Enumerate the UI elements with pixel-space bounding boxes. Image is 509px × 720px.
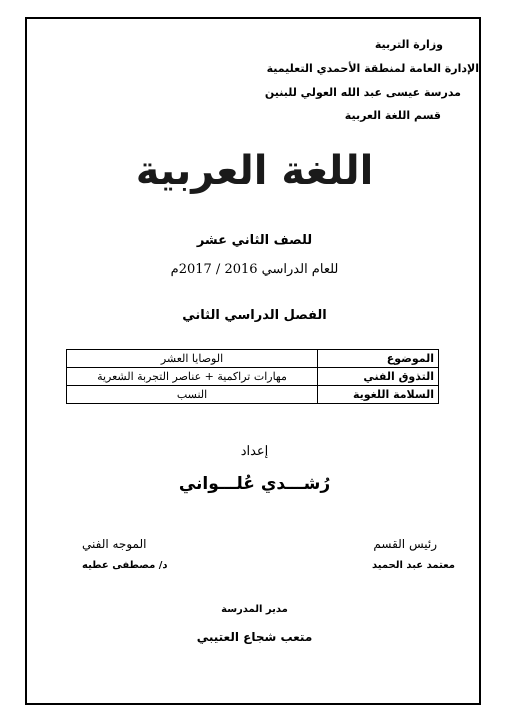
- dept-head-name: معتمد عبد الحميد: [371, 560, 455, 571]
- table-value: الوصايا العشر: [67, 350, 318, 368]
- table-key: السلامة اللغوية: [318, 386, 439, 404]
- principal-label: مدير المدرسة: [221, 604, 288, 615]
- academic-year: للعام الدراسي 2016 / 2017م: [170, 262, 339, 277]
- supervisor-label: الموجه الفني: [82, 537, 147, 551]
- ministry-name: وزارة التربية: [374, 38, 443, 51]
- table-key: التذوق الفني: [318, 368, 439, 386]
- table-row: [67, 386, 439, 404]
- topics-table: [66, 349, 439, 404]
- table-row: [67, 368, 439, 386]
- page-title: اللغة العربية: [135, 148, 374, 194]
- table-row: [67, 350, 439, 368]
- semester-label: الفصل الدراسي الثاني: [182, 308, 327, 323]
- table-value: مهارات تراكمية + عناصر التجربة الشعرية: [67, 368, 318, 386]
- author-name: رُشـــدي عُلـــواني: [178, 474, 331, 494]
- table-value: النسب: [67, 386, 318, 404]
- dept-head-label: رئيس القسم: [373, 537, 437, 551]
- directorate-name: الإدارة العامة لمنطقة الأحمدي التعليمية: [266, 62, 479, 75]
- department-name: قسم اللغة العربية: [344, 109, 441, 122]
- principal-name: متعب شجاع العتيبي: [196, 630, 313, 644]
- grade-label: للصف الثاني عشر: [196, 233, 313, 248]
- supervisor-name: د/ مصطفى عطيه: [82, 560, 168, 571]
- table-key: الموضوع: [318, 350, 439, 368]
- school-name: مدرسة عيسى عبد الله العولي للبنين: [264, 86, 461, 99]
- prepared-by-label: إعداد: [240, 444, 269, 459]
